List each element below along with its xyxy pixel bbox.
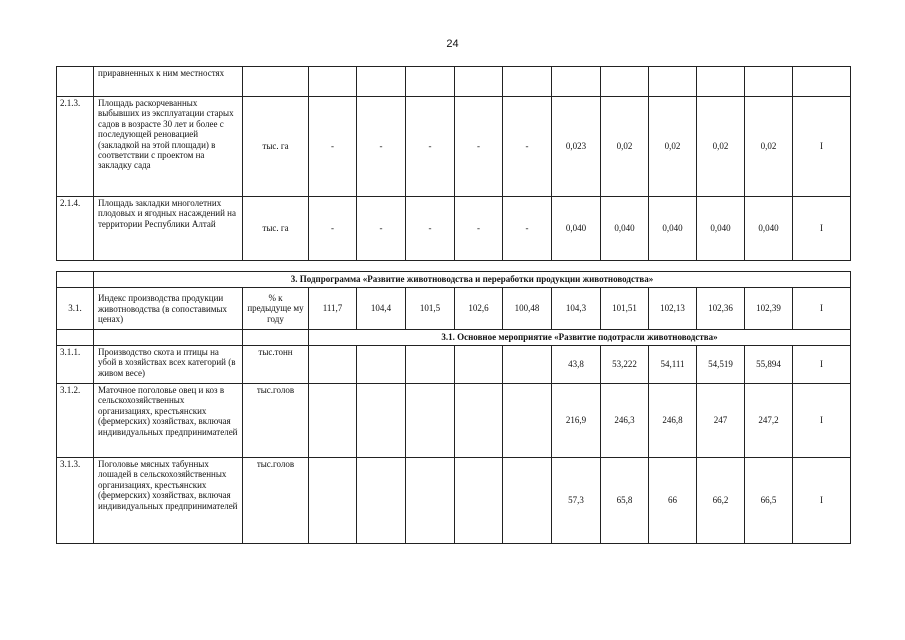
value-cell: 102,6: [455, 288, 503, 330]
unit-cell: % к предыдуще му году: [243, 288, 309, 330]
row-number: [57, 67, 94, 97]
value-cell: 101,51: [601, 288, 649, 330]
value-cell: I: [793, 384, 851, 458]
value-cell: [503, 458, 552, 544]
indicator-name: Индекс производства продукции животноводства (в сопоставимых ценах): [94, 288, 243, 330]
event-title: 3.1. Основное мероприятие «Развитие подотрасли животноводства»: [309, 330, 851, 346]
value-cell: [406, 346, 455, 384]
value-cell: -: [309, 197, 357, 261]
blank-cell: [94, 330, 243, 346]
value-cell: -: [406, 197, 455, 261]
value-cell: 0,02: [649, 97, 697, 197]
livestock-subprogram-table: [56, 271, 851, 544]
value-cell: -: [357, 197, 406, 261]
indicator-name: Маточное поголовье овец и коз в сельскохозяйственных организациях, крестьянских (фермерских) хозяйствах, включая индивидуальных предпринимателей: [94, 384, 243, 458]
value-cell: 66: [649, 458, 697, 544]
value-cell: 53,222: [601, 346, 649, 384]
subprogram-title: 3. Подпрограмма «Развитие животноводства и переработки продукции животноводства»: [94, 272, 851, 288]
value-cell: 0,040: [552, 197, 601, 261]
indicator-name: Поголовье мясных табунных лошадей в сельскохозяйственных организациях, крестьянских (фермерских) хозяйствах, включая индивидуальных предпринимателей: [94, 458, 243, 544]
value-cell: 0,023: [552, 97, 601, 197]
table-row: [57, 288, 851, 330]
row-number: 2.1.3.: [57, 97, 94, 197]
value-cell: I: [793, 288, 851, 330]
value-cell: 246,3: [601, 384, 649, 458]
unit-cell: тыс.голов: [243, 458, 309, 544]
page-number: 24: [446, 38, 459, 50]
value-cell: [455, 384, 503, 458]
row-number: 3.1.: [57, 288, 94, 330]
value-cell: [406, 384, 455, 458]
unit-cell: тыс.тонн: [243, 346, 309, 384]
value-cell: [503, 346, 552, 384]
value-cell: 55,894: [745, 346, 793, 384]
value-cell: [309, 384, 357, 458]
event-header-row: [57, 330, 851, 346]
value-cell: [357, 458, 406, 544]
indicator-name: Площадь закладки многолетних плодовых и ягодных насаждений на территории Республики Алтай: [94, 197, 243, 261]
value-cell: 0,040: [745, 197, 793, 261]
value-cell: [357, 346, 406, 384]
table-row: [57, 97, 851, 197]
value-cell: I: [793, 197, 851, 261]
row-number: 3.1.3.: [57, 458, 94, 544]
value-cell: [309, 458, 357, 544]
value-cell: 0,02: [745, 97, 793, 197]
indicator-name: Производство скота и птицы на убой в хозяйствах всех категорий (в живом весе): [94, 346, 243, 384]
value-cell: I: [793, 346, 851, 384]
value-cell: [601, 67, 649, 97]
value-cell: -: [455, 97, 503, 197]
value-cell: 246,8: [649, 384, 697, 458]
unit-cell: тыс. га: [243, 97, 309, 197]
table-row: [57, 458, 851, 544]
table-row: [57, 346, 851, 384]
value-cell: 100,48: [503, 288, 552, 330]
value-cell: 54,111: [649, 346, 697, 384]
value-cell: -: [357, 97, 406, 197]
value-cell: [455, 458, 503, 544]
indicator-name: Площадь раскорчеванных выбывших из эксплуатации старых садов в возрасте 30 лет и более с последующей реновацией (закладкой на этой площади) в соответствии с проектом на закладку сада: [94, 97, 243, 197]
value-cell: 247: [697, 384, 745, 458]
value-cell: 111,7: [309, 288, 357, 330]
value-cell: [455, 346, 503, 384]
table-row: [57, 197, 851, 261]
value-cell: [309, 346, 357, 384]
value-cell: 102,13: [649, 288, 697, 330]
value-cell: 66,5: [745, 458, 793, 544]
value-cell: [309, 67, 357, 97]
value-cell: -: [503, 97, 552, 197]
value-cell: 54,519: [697, 346, 745, 384]
row-number: 2.1.4.: [57, 197, 94, 261]
value-cell: [503, 67, 552, 97]
value-cell: 102,36: [697, 288, 745, 330]
blank-cell: [57, 272, 94, 288]
value-cell: I: [793, 458, 851, 544]
value-cell: [455, 67, 503, 97]
value-cell: [552, 67, 601, 97]
value-cell: -: [503, 197, 552, 261]
value-cell: [649, 67, 697, 97]
value-cell: 65,8: [601, 458, 649, 544]
value-cell: 104,3: [552, 288, 601, 330]
value-cell: -: [406, 97, 455, 197]
value-cell: [406, 67, 455, 97]
value-cell: I: [793, 97, 851, 197]
value-cell: 0,02: [697, 97, 745, 197]
value-cell: 43,8: [552, 346, 601, 384]
value-cell: 101,5: [406, 288, 455, 330]
unit-cell: тыс. га: [243, 197, 309, 261]
subprogram-header-row: [57, 272, 851, 288]
unit-cell: тыс.голов: [243, 384, 309, 458]
value-cell: 0,040: [601, 197, 649, 261]
value-cell: [745, 67, 793, 97]
blank-cell: [57, 330, 94, 346]
value-cell: -: [309, 97, 357, 197]
row-number: 3.1.1.: [57, 346, 94, 384]
table-row: [57, 67, 851, 97]
indicator-name: приравненных к ним местностях: [94, 67, 243, 97]
value-cell: -: [455, 197, 503, 261]
indicators-table-continued: [56, 66, 851, 261]
value-cell: [793, 67, 851, 97]
value-cell: [503, 384, 552, 458]
value-cell: [406, 458, 455, 544]
value-cell: 247,2: [745, 384, 793, 458]
value-cell: [357, 67, 406, 97]
value-cell: [357, 384, 406, 458]
value-cell: 104,4: [357, 288, 406, 330]
blank-cell: [243, 330, 309, 346]
value-cell: [697, 67, 745, 97]
row-number: 3.1.2.: [57, 384, 94, 458]
value-cell: 216,9: [552, 384, 601, 458]
table-row: [57, 384, 851, 458]
value-cell: 57,3: [552, 458, 601, 544]
value-cell: 0,02: [601, 97, 649, 197]
value-cell: 0,040: [649, 197, 697, 261]
value-cell: 66,2: [697, 458, 745, 544]
unit-cell: [243, 67, 309, 97]
value-cell: 102,39: [745, 288, 793, 330]
value-cell: 0,040: [697, 197, 745, 261]
